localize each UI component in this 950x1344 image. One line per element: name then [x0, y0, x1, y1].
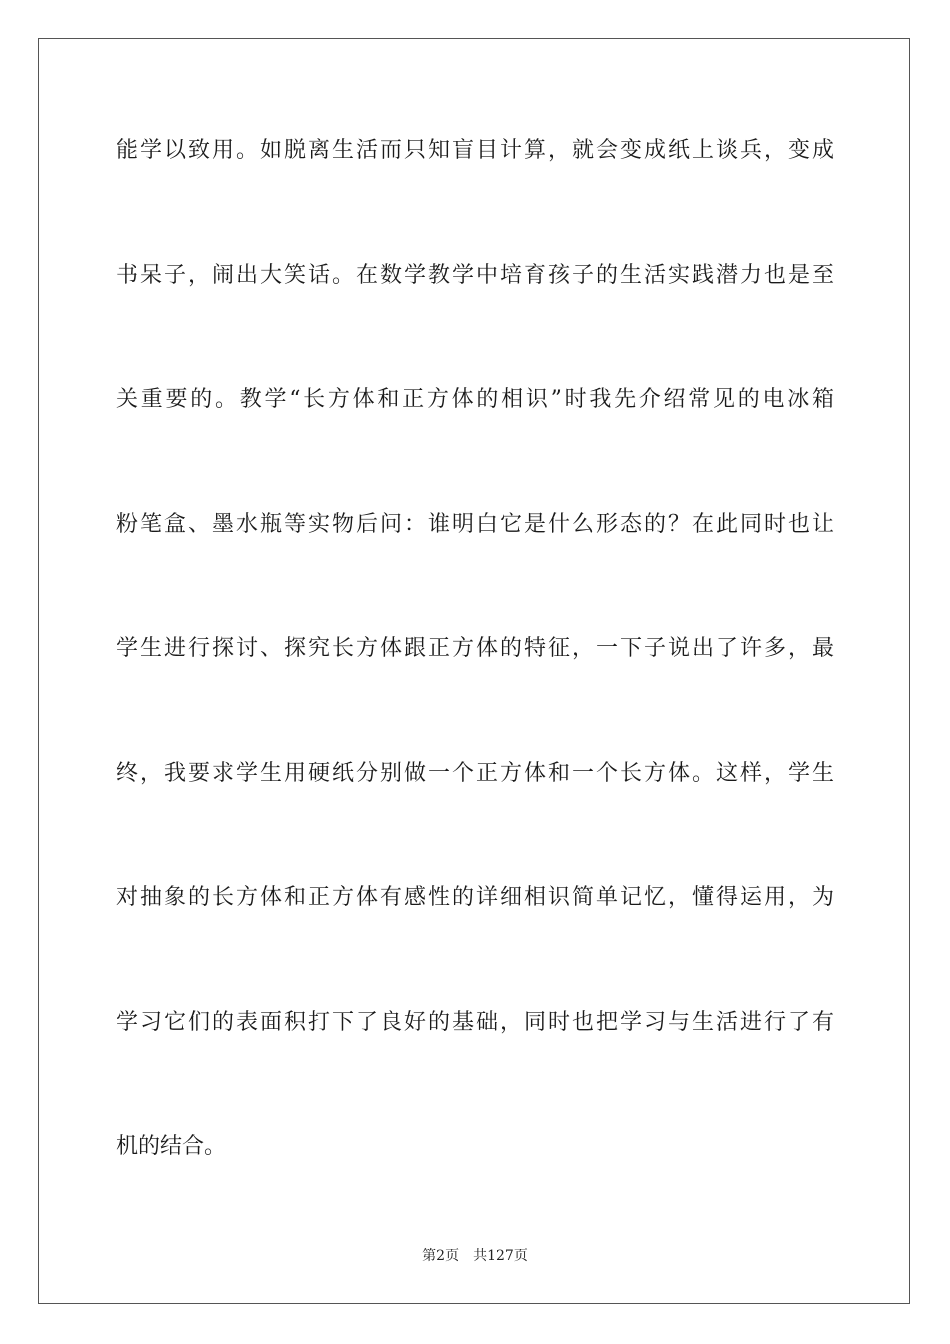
paragraph-line: 对抽象的长方体和正方体有感性的详细相识简单记忆，懂得运用，为: [116, 885, 834, 910]
paragraph-line: 书呆子，闹出大笑话。在数学教学中培育孩子的生活实践潜力也是至: [116, 262, 834, 288]
page-footer: [0, 1246, 950, 1266]
paragraph-line: 关重要的。教学“长方体和正方体的相识”时我先介绍常见的电冰箱: [116, 387, 834, 412]
paragraph-line: 终，我要求学生用硬纸分别做一个正方体和一个长方体。这样，学生: [116, 760, 834, 786]
paragraph-line: 机的结合。: [116, 1134, 227, 1159]
total-page-count: 共127页: [473, 1248, 528, 1264]
paragraph-line: 能学以致用。如脱离生活而只知盲目计算，就会变成纸上谈兵，变成: [116, 138, 834, 163]
document-body: [116, 120, 834, 1241]
current-page-number: 第2页: [422, 1248, 460, 1264]
paragraph-line: 学习它们的表面积打下了良好的基础，同时也把学习与生活进行了有: [116, 1009, 834, 1035]
paragraph-line: 粉笔盒、墨水瓶等实物后问：谁明白它是什么形态的？在此同时也让: [116, 511, 834, 537]
paragraph-line: 学生进行探讨、探究长方体跟正方体的特征，一下子说出了许多，最: [116, 636, 834, 661]
